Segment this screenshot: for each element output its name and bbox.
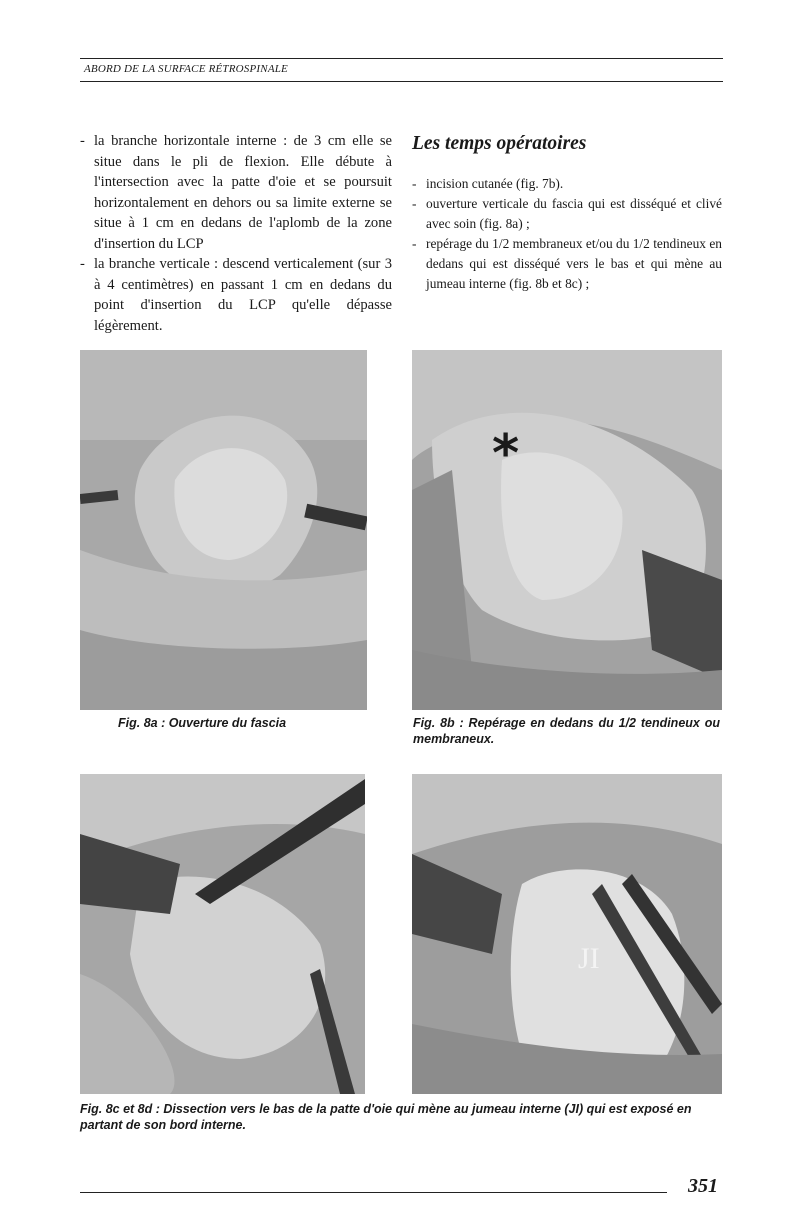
caption-fig-8cd: Fig. 8c et 8d : Dissection vers le bas de la patte d'oie qui mène au jumeau interne (JI) qui est exposé en partant de son bord interne. (80, 1102, 692, 1132)
right-column (412, 131, 722, 294)
bullet-fascia-opening: - ouverture verticale du fascia qui est disséqué et clivé avec soin (fig. 8a) ; (412, 194, 722, 234)
page-number: 351 (688, 1175, 718, 1197)
section-title: Les temps opératoires (412, 133, 587, 154)
footer-rule (80, 1192, 667, 1193)
photo-fig-8a (80, 350, 367, 710)
bullet-tendon-identification: - repérage du 1/2 membraneux et/ou du 1/2 tendineux en dedans qui est disséqué vers le bas et qui mène au jumeau interne (fig. 8b et 8c) ; (412, 234, 722, 294)
caption-fig-8b: Fig. 8b : Repérage en dedans du 1/2 tendineux ou membraneux. (413, 716, 720, 746)
running-header (80, 58, 723, 82)
left-column (80, 131, 392, 336)
photo-fig-8d (412, 774, 722, 1094)
asterisk-marker: * (492, 424, 520, 484)
bullet-horizontal-branch: - la branche horizontale interne : de 3 cm elle se situe dans le pli de flexion. Elle débute à l'intersection avec la patte d'oie et se poursuit horizontalement en dehors ou sa limite externe se situe à 1 cm en dedans de l'aplomb de la zone d'insertion du LCP (80, 131, 392, 254)
photo-fig-8c (80, 774, 365, 1094)
bullet-incision: - incision cutanée (fig. 7b). (412, 174, 722, 194)
bullet-vertical-branch: - la branche verticale : descend verticalement (sur 3 à 4 centimètres) en passant 1 cm en dedans du point d'insertion du LCP qu'elle dépasse légèrement. (80, 254, 392, 336)
caption-fig-8a: Fig. 8a : Ouverture du fascia (118, 716, 287, 730)
running-title: ABORD DE LA SURFACE RÉTROSPINALE (84, 63, 288, 75)
photo-fig-8b (412, 350, 722, 710)
jumeau-interne-label: JI (578, 942, 600, 975)
